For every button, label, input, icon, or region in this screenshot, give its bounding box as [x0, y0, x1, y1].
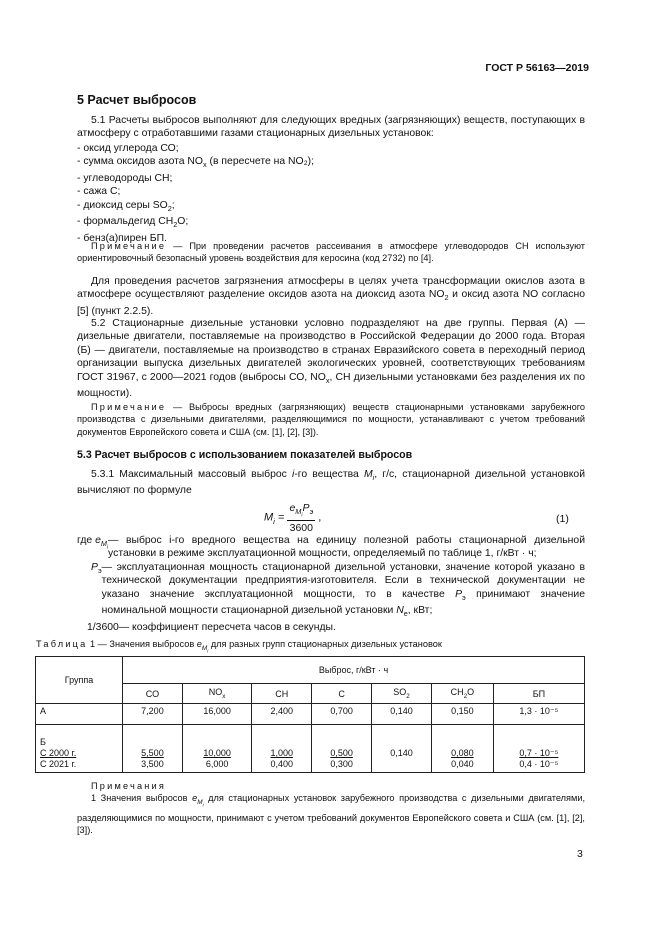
- table-cell: 0,140: [372, 704, 432, 725]
- table-cell: 10,000 6,000: [182, 725, 251, 773]
- emission-header: Выброс, г/кВт · ч: [123, 657, 585, 684]
- list-item: - сажа С;: [77, 186, 121, 198]
- table-notes: [77, 780, 585, 837]
- table-cell: 2,400: [252, 704, 312, 725]
- table-cell: А: [36, 704, 123, 725]
- table-caption: Таблица 1 — Значения выбросов $e_{M_i}$ для разных групп стационарных дизельных установок: [36, 639, 442, 654]
- table-row: [36, 725, 585, 773]
- list-item: - оксид углерода СО;: [77, 143, 179, 154]
- paragraph-5-3-1: 5.3.1 Максимальный массовый выброс i-го вещества $M_i$, г/с, стационарной дизельной установкой вычисляют по формуле: [77, 469, 585, 497]
- table-cell: 0,700: [312, 704, 372, 725]
- paragraph-5-2: 5.2 Стационарные дизельные установки условно подразделяют на две группы. Первая (А) — дизельные двигатели, поставляемые на производство в Российской Федерации до 2000 года. Вторая (Б) — двигатели, поставляемые на производство в странах Евразийского совета в переходный период организации выпуска дизельных двигателей экологических уровней, соответствующих требованиям ГОСТ 31967, с 2000—2021 годов (выбросы СО, $NO_x$, СН дизельными установками без разделения их по мощности).: [77, 318, 585, 400]
- table-cell: 0,140: [372, 725, 432, 773]
- table-cell: 0,500 0,300: [312, 725, 372, 773]
- table-cell: 0,7 · 10⁻⁵ 0,4 · 10⁻⁵: [493, 725, 584, 773]
- substance-list: [77, 142, 585, 245]
- variable-definitions: [77, 534, 585, 634]
- column-header: C: [312, 684, 372, 704]
- note-2: Примечание — Выбросы вредных (загрязняющих) веществ стационарными установками зарубежного производства с дизельными двигателями, разделяющимися по мощности, устанавливают с учетом требований документов Европейского совета и США (см. [1], [2], [3]).: [77, 402, 585, 437]
- definition-coef: 1/3600 — коэффициент пересчета часов в секунды.: [87, 621, 336, 633]
- list-item: - сумма оксидов азота $NO_x$ (в пересчете на NO₂);: [77, 156, 314, 170]
- list-item: - диоксид серы $SO_2$;: [77, 199, 175, 213]
- paragraph-5-1: 5.1 Расчеты выбросов выполняют для следующих вредных (загрязняющих) веществ, поступающих в атмосферу с отработавшими газами стационарных дизельных установок:: [77, 115, 585, 140]
- table-cell: 16,000: [182, 704, 251, 725]
- column-header: $SO_2$: [372, 684, 432, 704]
- note-item: 1 Значения выбросов $e_{M_i}$ для стационарных установок зарубежного производства с дизельными двигателями, разделяющимися по мощности, принимают с учетом требований документов Европейского совета и США (см. [1], [2], [3]).: [77, 793, 586, 836]
- section-5-3-title: 5.3 Расчет выбросов с использованием показателей выбросов: [77, 449, 413, 461]
- column-header: $NO_x$: [182, 684, 251, 704]
- definition-e: где $e_{M_i}$ — выброс i-го вредного вещества на единицу полезной работы стационарной дизельной установки в режиме эксплуатационной мощности, определяемый по таблице 1, г/кВт · ч;: [77, 535, 585, 560]
- formula-number: (1): [556, 513, 569, 525]
- group-header: Группа: [36, 657, 123, 704]
- note-1: Примечание — При проведении расчетов рассеивания в атмосфере углеводородов СН используют ориентировочный безопасный уровень воздействия для керосина (код 2732) по [4].: [77, 241, 585, 264]
- table-row: [36, 704, 585, 725]
- column-header: $CH_2O$: [431, 684, 493, 704]
- formula-fraction: $\frac{e_{M_i}P_э}{3600}$: [289, 502, 314, 534]
- list-item: - формальдегид $CH_2O$;: [77, 216, 189, 230]
- standard-header: ГОСТ Р 56163—2019: [485, 62, 589, 74]
- table-cell: Б С 2000 г. С 2021 г.: [36, 725, 123, 773]
- notes-label: Примечания: [91, 781, 167, 791]
- table-header-row: [36, 657, 585, 684]
- column-header: CH: [252, 684, 312, 704]
- column-header: CO: [123, 684, 183, 704]
- table-cell: 5,500 3,500: [123, 725, 183, 773]
- column-header: БП: [493, 684, 584, 704]
- definition-p: $P_э$ — эксплуатационная мощность стационарной дизельной установки, значение которой указано в технической документации предприятия-изготовителя. Если в технической документации не указано значение эксплуатационной мощности, то в качестве $P_э$ принимают значение номинальной мощности стационарной дизельной установки $N_e$, кВт;: [91, 561, 585, 619]
- table-cell: 0,150: [431, 704, 493, 725]
- table-cell: 7,200: [123, 704, 183, 725]
- list-item: - углеводороды СН;: [77, 172, 173, 184]
- paragraph-transform: Для проведения расчетов загрязнения атмосферы в целях учета трансформации окислов азота в атмосфере осуществляют разделение оксидов азота на диоксид азота $NO_2$ и оксид азота NO согласно [5] (пункт 2.2.5).: [77, 276, 585, 317]
- formula-1: $M_i$ = $\frac{e_{M_i}P_э}{3600}$ ,: [264, 502, 322, 534]
- table-cell: 1,000 0,400: [252, 725, 312, 773]
- list-item: - бенз(а)пирен БП.: [77, 232, 167, 244]
- table-cell: 0,080 0,040: [431, 725, 493, 773]
- emissions-table: [35, 656, 585, 773]
- section-5-title: 5 Расчет выбросов: [77, 93, 197, 107]
- table-cell: 1,3 · 10⁻⁵: [493, 704, 584, 725]
- page-number: 3: [577, 848, 583, 860]
